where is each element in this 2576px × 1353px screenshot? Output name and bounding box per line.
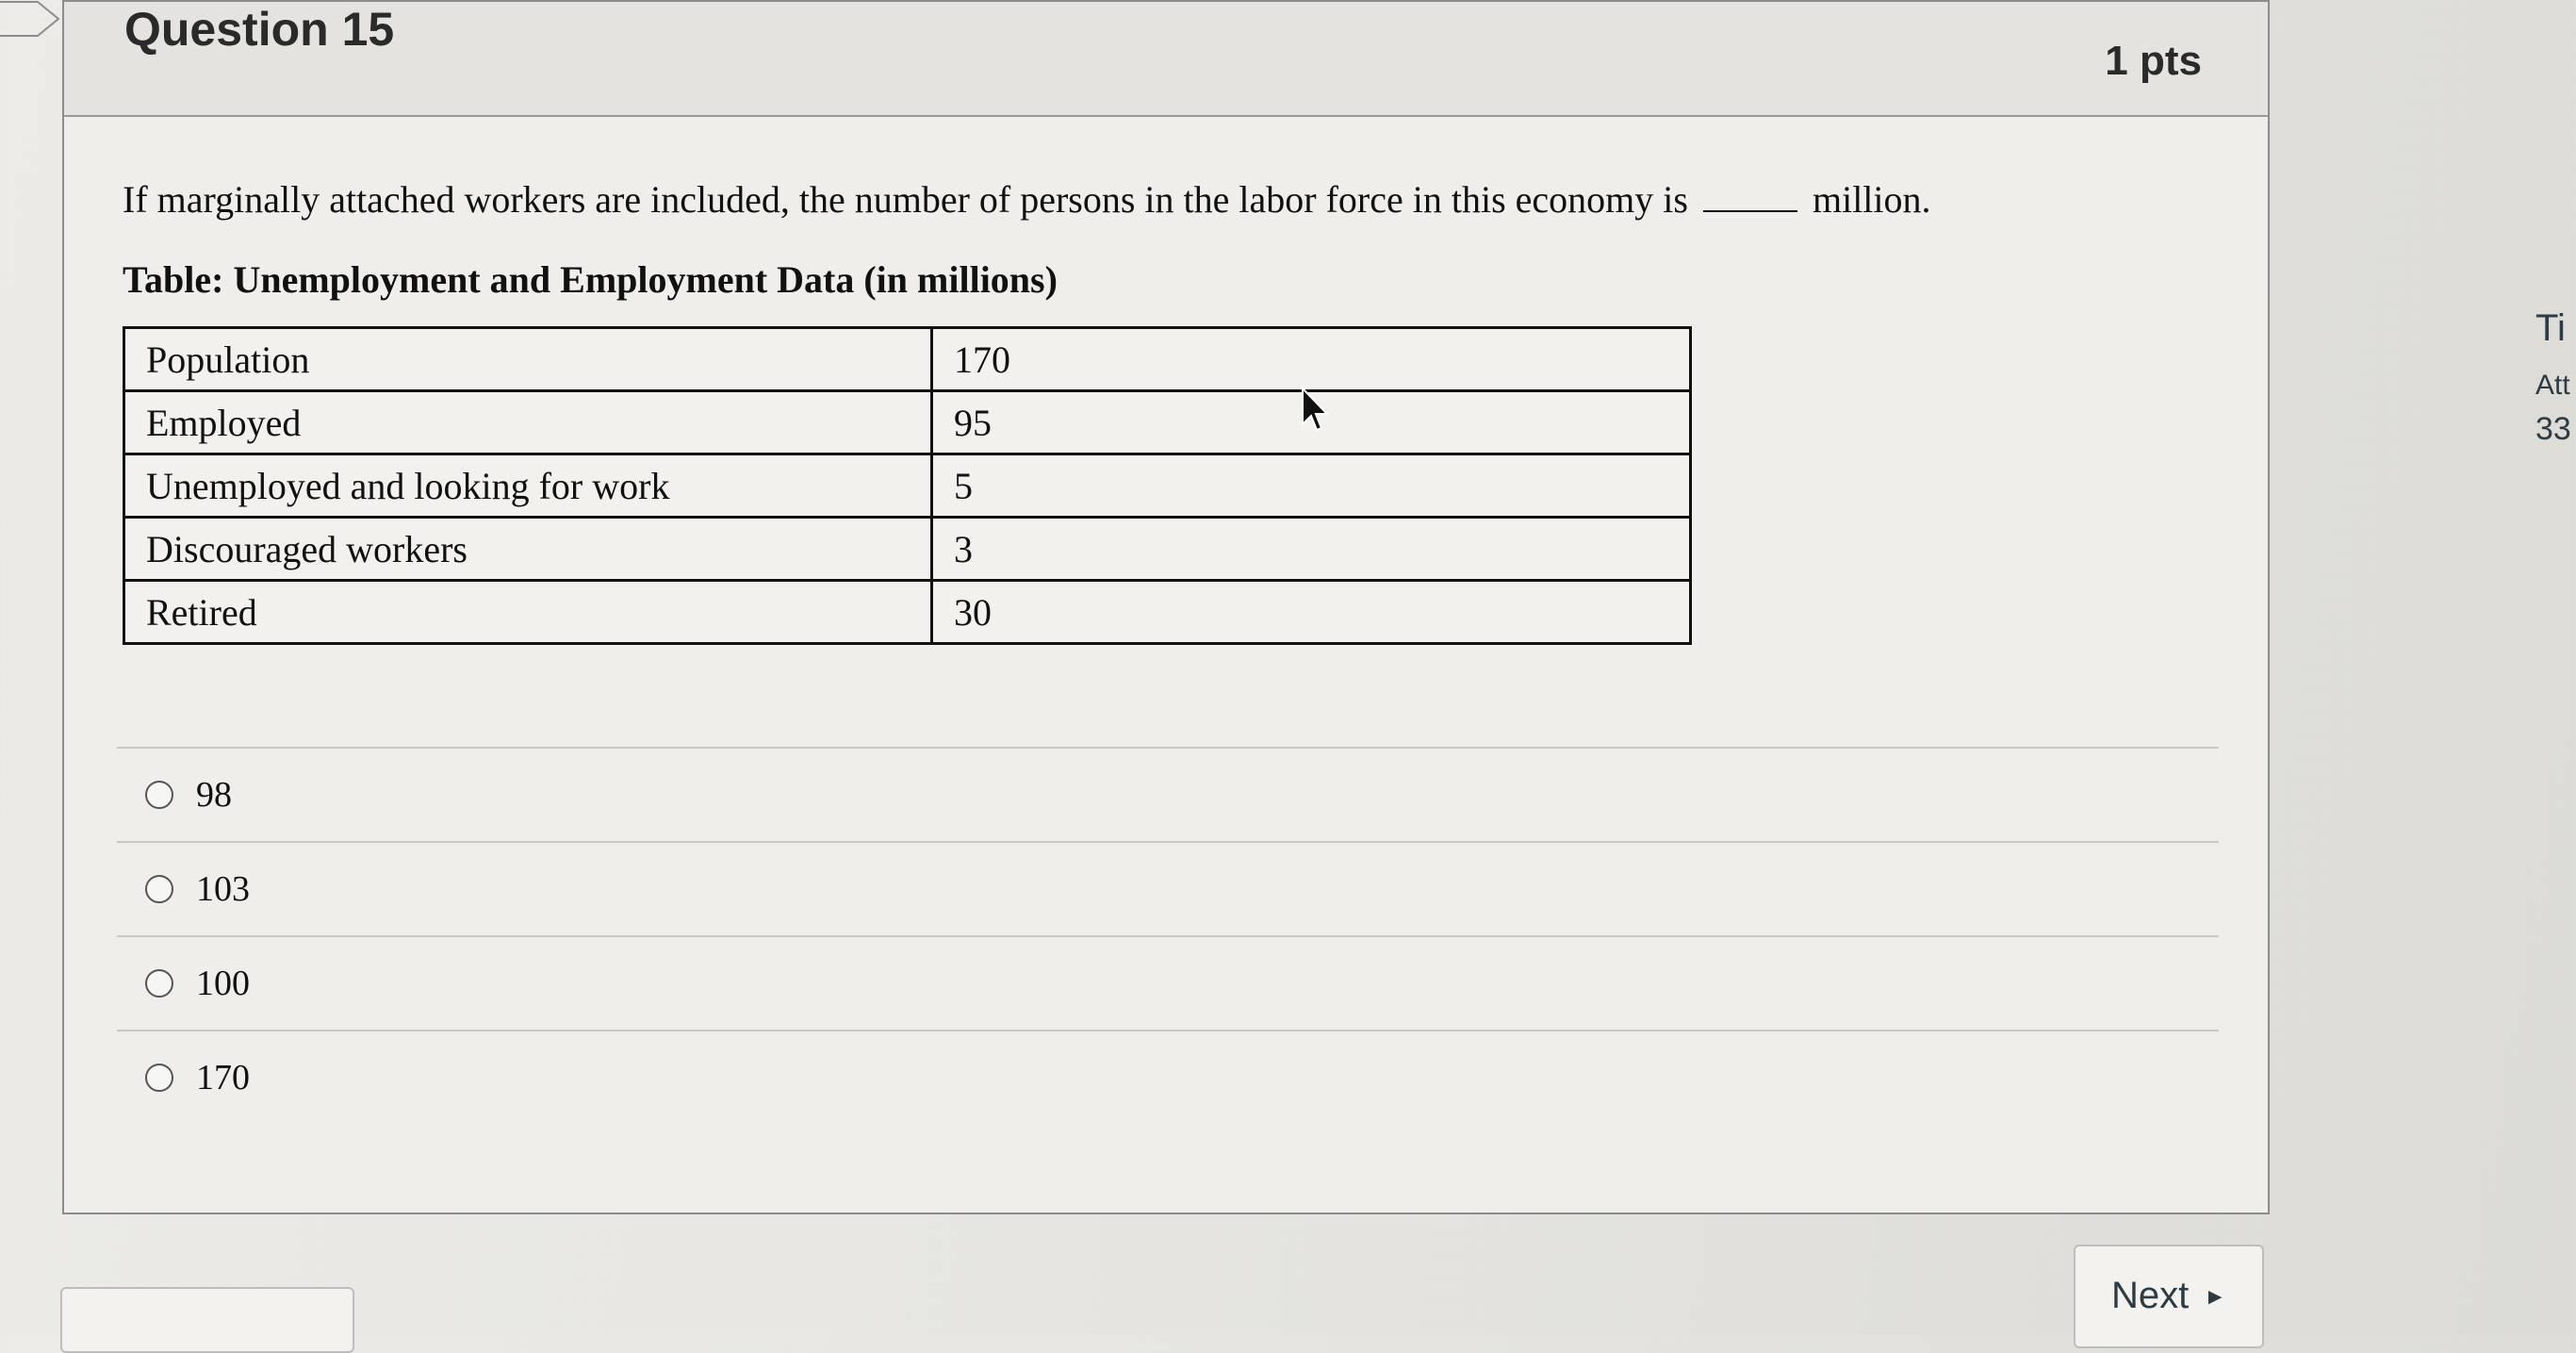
next-button[interactable] bbox=[2074, 1245, 2264, 1348]
table-cell-label: Unemployed and looking for work bbox=[124, 454, 932, 518]
mouse-cursor-icon bbox=[1301, 387, 1329, 434]
prompt-text-before: If marginally attached workers are included, the number of persons in the labor force in this economy is bbox=[123, 178, 1688, 221]
answer-option[interactable] bbox=[117, 841, 2219, 935]
answer-label[interactable]: 103 bbox=[196, 869, 250, 909]
answer-label[interactable]: 100 bbox=[196, 964, 250, 1003]
triangle-right-icon: ► bbox=[2204, 1284, 2226, 1310]
time-label: Ti bbox=[2535, 307, 2566, 349]
table-cell-label: Employed bbox=[124, 391, 932, 454]
answer-option[interactable] bbox=[117, 747, 2219, 841]
answer-option[interactable] bbox=[117, 935, 2219, 1030]
prompt-text-after: million. bbox=[1812, 178, 1931, 221]
data-table bbox=[123, 326, 1692, 645]
question-points: 1 pts bbox=[2105, 38, 2202, 84]
table-cell-value: 170 bbox=[932, 328, 1691, 391]
radio-button[interactable] bbox=[145, 969, 173, 998]
table-row bbox=[124, 391, 1691, 454]
quiz-side-panel bbox=[2535, 302, 2576, 451]
radio-button[interactable] bbox=[145, 875, 173, 903]
answer-blank bbox=[1703, 182, 1797, 212]
table-cell-value: 3 bbox=[932, 518, 1691, 581]
table-row bbox=[124, 454, 1691, 518]
answer-label[interactable]: 170 bbox=[196, 1058, 250, 1097]
question-prompt bbox=[123, 172, 2196, 228]
next-button-label[interactable]: Next bbox=[2110, 1275, 2190, 1316]
attempt-label: Att bbox=[2535, 370, 2570, 401]
table-row bbox=[124, 328, 1691, 391]
table-cell-value: 30 bbox=[932, 581, 1691, 644]
question-body bbox=[123, 172, 2196, 645]
table-cell-label: Retired bbox=[124, 581, 932, 644]
table-row bbox=[124, 581, 1691, 644]
question-header bbox=[64, 2, 2268, 117]
answer-options bbox=[117, 747, 2219, 1124]
flag-question-icon[interactable] bbox=[0, 0, 66, 66]
question-card bbox=[62, 0, 2270, 1214]
answer-label[interactable]: 98 bbox=[196, 775, 232, 815]
answer-option[interactable] bbox=[117, 1030, 2219, 1124]
table-cell-label: Population bbox=[124, 328, 932, 391]
table-cell-label: Discouraged workers bbox=[124, 518, 932, 581]
table-cell-value: 5 bbox=[932, 454, 1691, 518]
table-row bbox=[124, 518, 1691, 581]
radio-button[interactable] bbox=[145, 1064, 173, 1092]
previous-button[interactable] bbox=[60, 1287, 354, 1353]
table-caption: Table: Unemployment and Employment Data (in millions) bbox=[123, 258, 1058, 301]
table-cell-value: 95 bbox=[932, 391, 1691, 454]
question-title: Question 15 bbox=[124, 3, 395, 56]
radio-button[interactable] bbox=[145, 781, 173, 809]
attempt-value: 33 bbox=[2535, 411, 2571, 447]
